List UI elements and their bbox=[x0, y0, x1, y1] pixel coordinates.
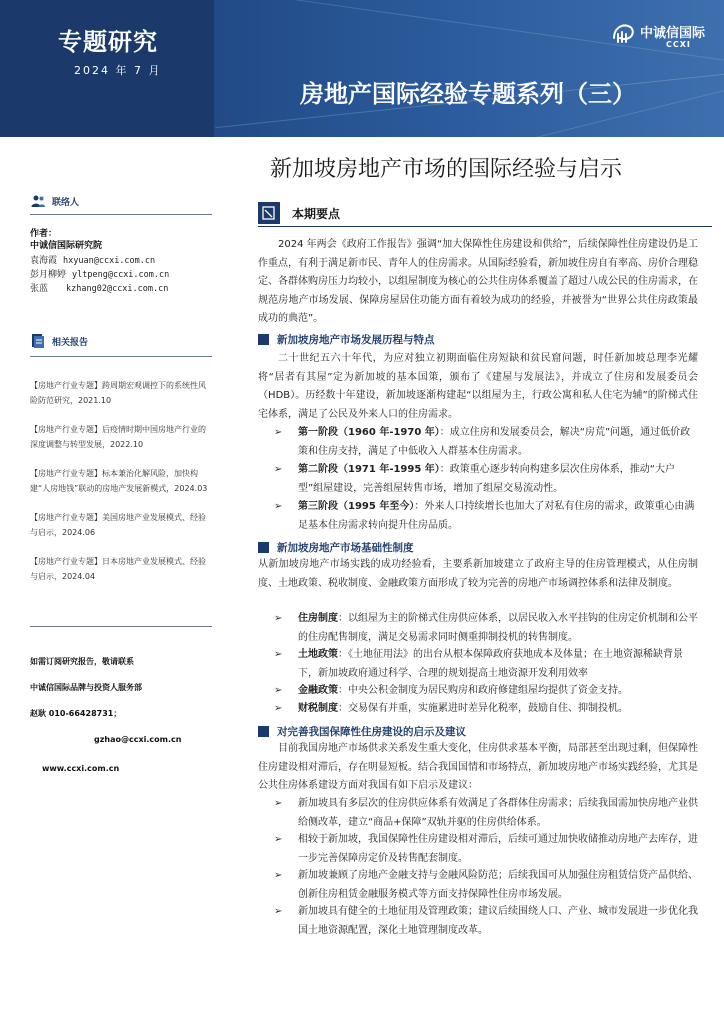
contact-block bbox=[30, 228, 215, 296]
document-icon bbox=[30, 333, 46, 349]
sidebar-divider bbox=[30, 356, 212, 357]
system-paragraph: 从新加坡房地产市场实践的成功经验看，主要系新加坡建立了政府主导的住房管理模式，从住房制度、土地政策、税收制度、金融政策方面形成了较为完善的房地产市场调控体系和法律及制度。 bbox=[258, 559, 698, 589]
related-heading bbox=[30, 330, 88, 352]
section-divider bbox=[258, 226, 712, 227]
arrow-bullet-icon: ➢ bbox=[274, 834, 283, 845]
square-bullet-icon bbox=[258, 334, 269, 345]
list-item bbox=[274, 903, 698, 940]
author-row bbox=[30, 282, 215, 296]
website-link[interactable]: www.ccxi.com.cn bbox=[42, 764, 120, 773]
stage-text: ：外来人口持续增长也加大了对私有住房的需求，政策重心由满足基本住房需求转向提升住房品质。 bbox=[298, 501, 695, 531]
list-item bbox=[274, 867, 698, 904]
list-item bbox=[274, 646, 698, 683]
arrow-bullet-icon: ➢ bbox=[274, 798, 283, 809]
policy-text: ：《土地征用法》的出台从根本保障政府获地成本及体量；在土地资源稀缺背景下，新加坡政府通过科学、合理的规划提高土地资源开发利用效率 bbox=[298, 649, 683, 679]
arrow-bullet-icon: ➢ bbox=[274, 501, 283, 512]
list-item bbox=[274, 795, 698, 832]
arrow-bullet-icon: ➢ bbox=[274, 613, 283, 624]
ccxi-logo-icon bbox=[610, 20, 636, 46]
stage-text: ：成立住房和发展委员会，解决“房荒”问题，通过低价政策和住房支持，满足了中低收入人群基本住房需求。 bbox=[298, 427, 691, 457]
suggestion-text: 新加坡具有健全的土地征用及管理政策；建议后续围绕人口、产业、城市发展进一步优化我国土地资源配置，深化土地管理制度改革。 bbox=[298, 906, 698, 936]
stage-label: 第二阶段（1971 年-1995 年） bbox=[298, 464, 440, 475]
stage-label: 第一阶段（1960 年-1970 年） bbox=[298, 427, 440, 438]
report-date: 2024 年 7 月 bbox=[74, 64, 162, 77]
author-name: 袁海霞 bbox=[30, 256, 58, 266]
list-item bbox=[274, 700, 698, 719]
square-bullet-icon bbox=[258, 726, 269, 737]
suggestion-text: 新加坡兼顾了房地产金融支持与金融风险防范；后续我国可从加强住房租赁信贷产品供给、创新住房租赁金融服务模式等方面支持保障性住房市场发展。 bbox=[298, 870, 698, 900]
arrow-bullet-icon: ➢ bbox=[274, 703, 283, 714]
author-email[interactable]: kzhang02@ccxi.com.cn bbox=[66, 284, 169, 294]
related-report-link[interactable]: 【房地产行业专题】美国房地产业发展模式、经验与启示，2024.06 bbox=[30, 513, 206, 537]
arrow-bullet-icon: ➢ bbox=[274, 906, 283, 917]
arrow-bullet-icon: ➢ bbox=[274, 464, 283, 475]
contact-heading bbox=[30, 190, 79, 212]
list-item bbox=[274, 461, 698, 498]
notebook-icon bbox=[258, 202, 280, 224]
sidebar-divider bbox=[30, 214, 212, 215]
people-icon bbox=[30, 193, 46, 209]
policy-label: 土地政策 bbox=[298, 649, 338, 660]
author-email[interactable]: hxyuan@ccxi.com.cn bbox=[63, 256, 156, 266]
subsection-heading-3 bbox=[258, 724, 466, 739]
subsection-title: 对完善我国保障性住房建设的启示及建议 bbox=[277, 726, 466, 738]
header-banner bbox=[0, 0, 724, 137]
subsection-title: 新加坡房地产市场发展历程与特点 bbox=[277, 334, 435, 346]
list-item bbox=[274, 682, 698, 701]
arrow-bullet-icon: ➢ bbox=[274, 685, 283, 696]
related-reports-list bbox=[30, 378, 212, 598]
dept-line: 中诚信国际品牌与投资人服务部 bbox=[30, 683, 142, 692]
author-row bbox=[30, 254, 215, 268]
list-item bbox=[274, 424, 698, 461]
list-item bbox=[274, 831, 698, 868]
main-title: 新加坡房地产市场的国际经验与启示 bbox=[270, 157, 623, 182]
logo-text-en: CCXI bbox=[666, 40, 691, 49]
policy-label: 财税制度 bbox=[298, 703, 338, 714]
logo-text-cn: 中诚信国际 bbox=[640, 26, 706, 41]
related-report-link[interactable]: 【房地产行业专题】跨周期宏观调控下的系统性风险防范研究，2021.10 bbox=[30, 381, 206, 405]
section-label: 本期要点 bbox=[292, 206, 341, 221]
author-name: 张蓝 bbox=[30, 284, 49, 294]
related-report-link[interactable]: 【房地产行业专题】标本兼治化解风险，加快构建“人房地钱”联动的房地产发展新模式，2024.03 bbox=[30, 469, 208, 493]
contact-label: 联络人 bbox=[52, 197, 80, 208]
author-name: 彭月柳婷 bbox=[30, 270, 67, 280]
suggestion-paragraph: 目前我国房地产市场供求关系发生重大变化，住房供求基本平衡，局部甚至出现过剩，但保障性住房建设相对滞后，存在明显短板。结合我国国情和市场特点，新加坡房地产市场实践经验，尤其是公共住房体系建设方面对我国有如下启示及建议： bbox=[258, 743, 698, 791]
ccxi-logo bbox=[610, 18, 718, 58]
contact-email[interactable]: gzhao@ccxi.com.cn bbox=[94, 735, 182, 744]
policy-text: ：交易保有并重，实施累进时差异化税率，鼓励自住、抑制投机。 bbox=[338, 703, 628, 714]
series-title: 房地产国际经验专题系列（三） bbox=[300, 80, 636, 108]
policy-text: ：中央公积金制度为居民购房和政府修建组屋均提供了资金支持。 bbox=[338, 685, 628, 696]
list-item bbox=[274, 610, 698, 647]
sidebar-divider bbox=[30, 626, 212, 627]
stage-text: ：政策重心逐步转向构建多层次住房体系，推动“大户型”组屋建设，完善组屋转售市场，增加了组屋交易流动性。 bbox=[298, 464, 675, 494]
stage-label: 第三阶段（1995 年至今） bbox=[298, 501, 415, 512]
policy-label: 金融政策 bbox=[298, 685, 338, 696]
report-type-title: 专题研究 bbox=[58, 28, 158, 56]
square-bullet-icon bbox=[258, 542, 269, 553]
author-row bbox=[30, 268, 215, 282]
subsection-title: 新加坡房地产市场基础性制度 bbox=[277, 542, 414, 554]
section-heading bbox=[258, 202, 340, 224]
suggestion-text: 新加坡具有多层次的住房供应体系有效满足了各群体住房需求；后续我国需加快房地产业供给侧改革，建立“商品+保障”双轨并驱的住房供给体系。 bbox=[298, 798, 698, 828]
subscribe-line: 如需订阅研究报告，敬请联系 bbox=[30, 657, 134, 666]
intro-paragraph: 2024 年两会《政府工作报告》强调“加大保障性住房建设和供给”，后续保障性住房建设仍是工作重点，有利于满足新市民、青年人的住房需求。从国际经验看，新加坡住房自有率高、房价合理稳定、各群体购房压力均较小，以组屋制度为核心的公共住房体系覆盖了超过八成公民的住房需求，在规范房地产市场发展、保障房屋居住功能方面有着较为成功的经验，并被誉为“世界公共住房政策最成功的典范”。 bbox=[258, 239, 698, 324]
author-email[interactable]: yltpeng@ccxi.com.cn bbox=[72, 270, 170, 280]
related-report-link[interactable]: 【房地产行业专题】日本房地产业发展模式、经验与启示，2024.04 bbox=[30, 557, 206, 581]
subsection-heading-1 bbox=[258, 332, 435, 347]
list-item bbox=[274, 498, 698, 535]
subscribe-block bbox=[30, 656, 212, 760]
history-paragraph: 二十世纪五六十年代，为应对独立初期面临住房短缺和贫民窟问题，时任新加坡总理李光耀将“居者有其屋”定为新加坡的基本国策，颁布了《建屋与发展法》，并成立了住房和发展委员会（HDB）。历经数十年建设，新加坡逐渐构建起“以组屋为主，行政公寓和私人住宅为辅”的阶梯式住宅体系，满足了公民及外来人口的住房需求。 bbox=[258, 353, 698, 420]
arrow-bullet-icon: ➢ bbox=[274, 427, 283, 438]
subsection-heading-2 bbox=[258, 540, 414, 555]
related-label: 相关报告 bbox=[52, 337, 89, 348]
policy-text: ：以组屋为主的阶梯式住房供应体系，以居民收入水平挂钩的住房定价机制和公平的住房配售制度，满足交易需求同时侧重抑制投机的转售制度。 bbox=[298, 613, 698, 643]
phone-line: 赵耿 010-66428731； bbox=[30, 709, 122, 718]
arrow-bullet-icon: ➢ bbox=[274, 870, 283, 881]
related-report-link[interactable]: 【房地产行业专题】后疫情时期中国房地产行业的深度调整与转型发展，2022.10 bbox=[30, 425, 206, 449]
institute-name: 中诚信国际研究院 bbox=[30, 241, 103, 251]
author-label: 作者： bbox=[30, 229, 58, 239]
policy-label: 住房制度 bbox=[298, 613, 338, 624]
suggestion-text: 相较于新加坡，我国保障性住房建设相对滞后，后续可通过加快收储推动房地产去库存，进一步完善保障房定价及转售配套制度。 bbox=[298, 834, 698, 864]
header-left-panel bbox=[0, 0, 214, 137]
arrow-bullet-icon: ➢ bbox=[274, 649, 283, 660]
